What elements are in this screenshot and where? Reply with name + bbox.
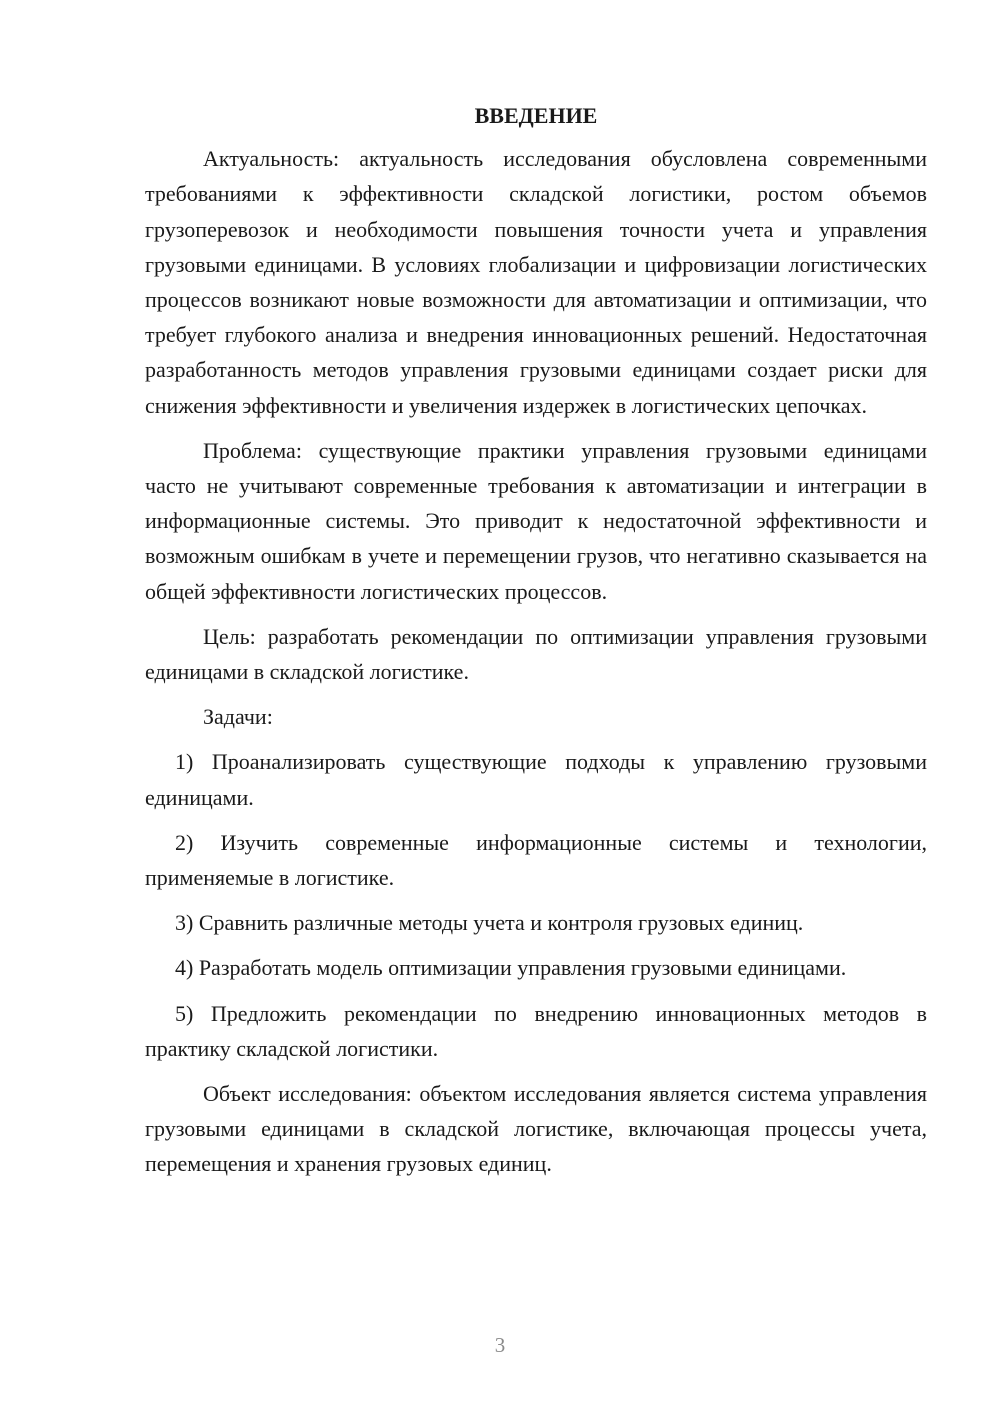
page-number: 3 xyxy=(494,1333,506,1357)
page-content xyxy=(145,98,927,1192)
task-item: 2) Изучить современные информационные системы и технологии, применяемые в логистике. xyxy=(145,829,927,891)
task-item: 3) Сравнить различные методы учета и контроля грузовых единиц. xyxy=(175,910,804,936)
goal-paragraph: Цель: разработать рекомендации по оптимизации управления грузовыми единицами в складской логистике. xyxy=(145,623,927,685)
problem-paragraph: Проблема: существующие практики управления грузовыми единицами часто не учитывают современные требования к автоматизации и интеграции в информационные системы. Это приводит к недостаточной эффективности и возможным ошибкам в учете и перемещении грузов, что негативно сказывается на общей эффективности логистических процессов. xyxy=(145,437,927,604)
object-paragraph: Объект исследования: объектом исследования является система управления грузовыми единицами в складской логистике, включающая процессы учета, перемещения и хранения грузовых единиц. xyxy=(145,1081,927,1177)
section-title: ВВЕДЕНИЕ xyxy=(474,103,598,128)
relevance-paragraph: Актуальность: актуальность исследования обусловлена современными требованиями к эффективности складской логистики, ростом объемов грузоперевозок и необходимости повышения точности учета и управления грузовыми единицами. В условиях глобализации и цифровизации логистических процессов возникают новые возможности для автоматизации и оптимизации, что требует глубокого анализа и внедрения инновационных решений. Недостаточная разработанность методов управления грузовыми единицами создает риски для снижения эффективности и увеличения издержек в логистических цепочках. xyxy=(145,146,927,418)
tasks-heading: Задачи: xyxy=(203,704,273,730)
task-item: 1) Проанализировать существующие подходы к управлению грузовыми единицами. xyxy=(145,749,927,810)
task-item: 4) Разработать модель оптимизации управления грузовыми единицами. xyxy=(175,955,847,981)
task-item: 5) Предложить рекомендации по внедрению инновационных методов в практику складской логистики. xyxy=(145,1000,927,1061)
